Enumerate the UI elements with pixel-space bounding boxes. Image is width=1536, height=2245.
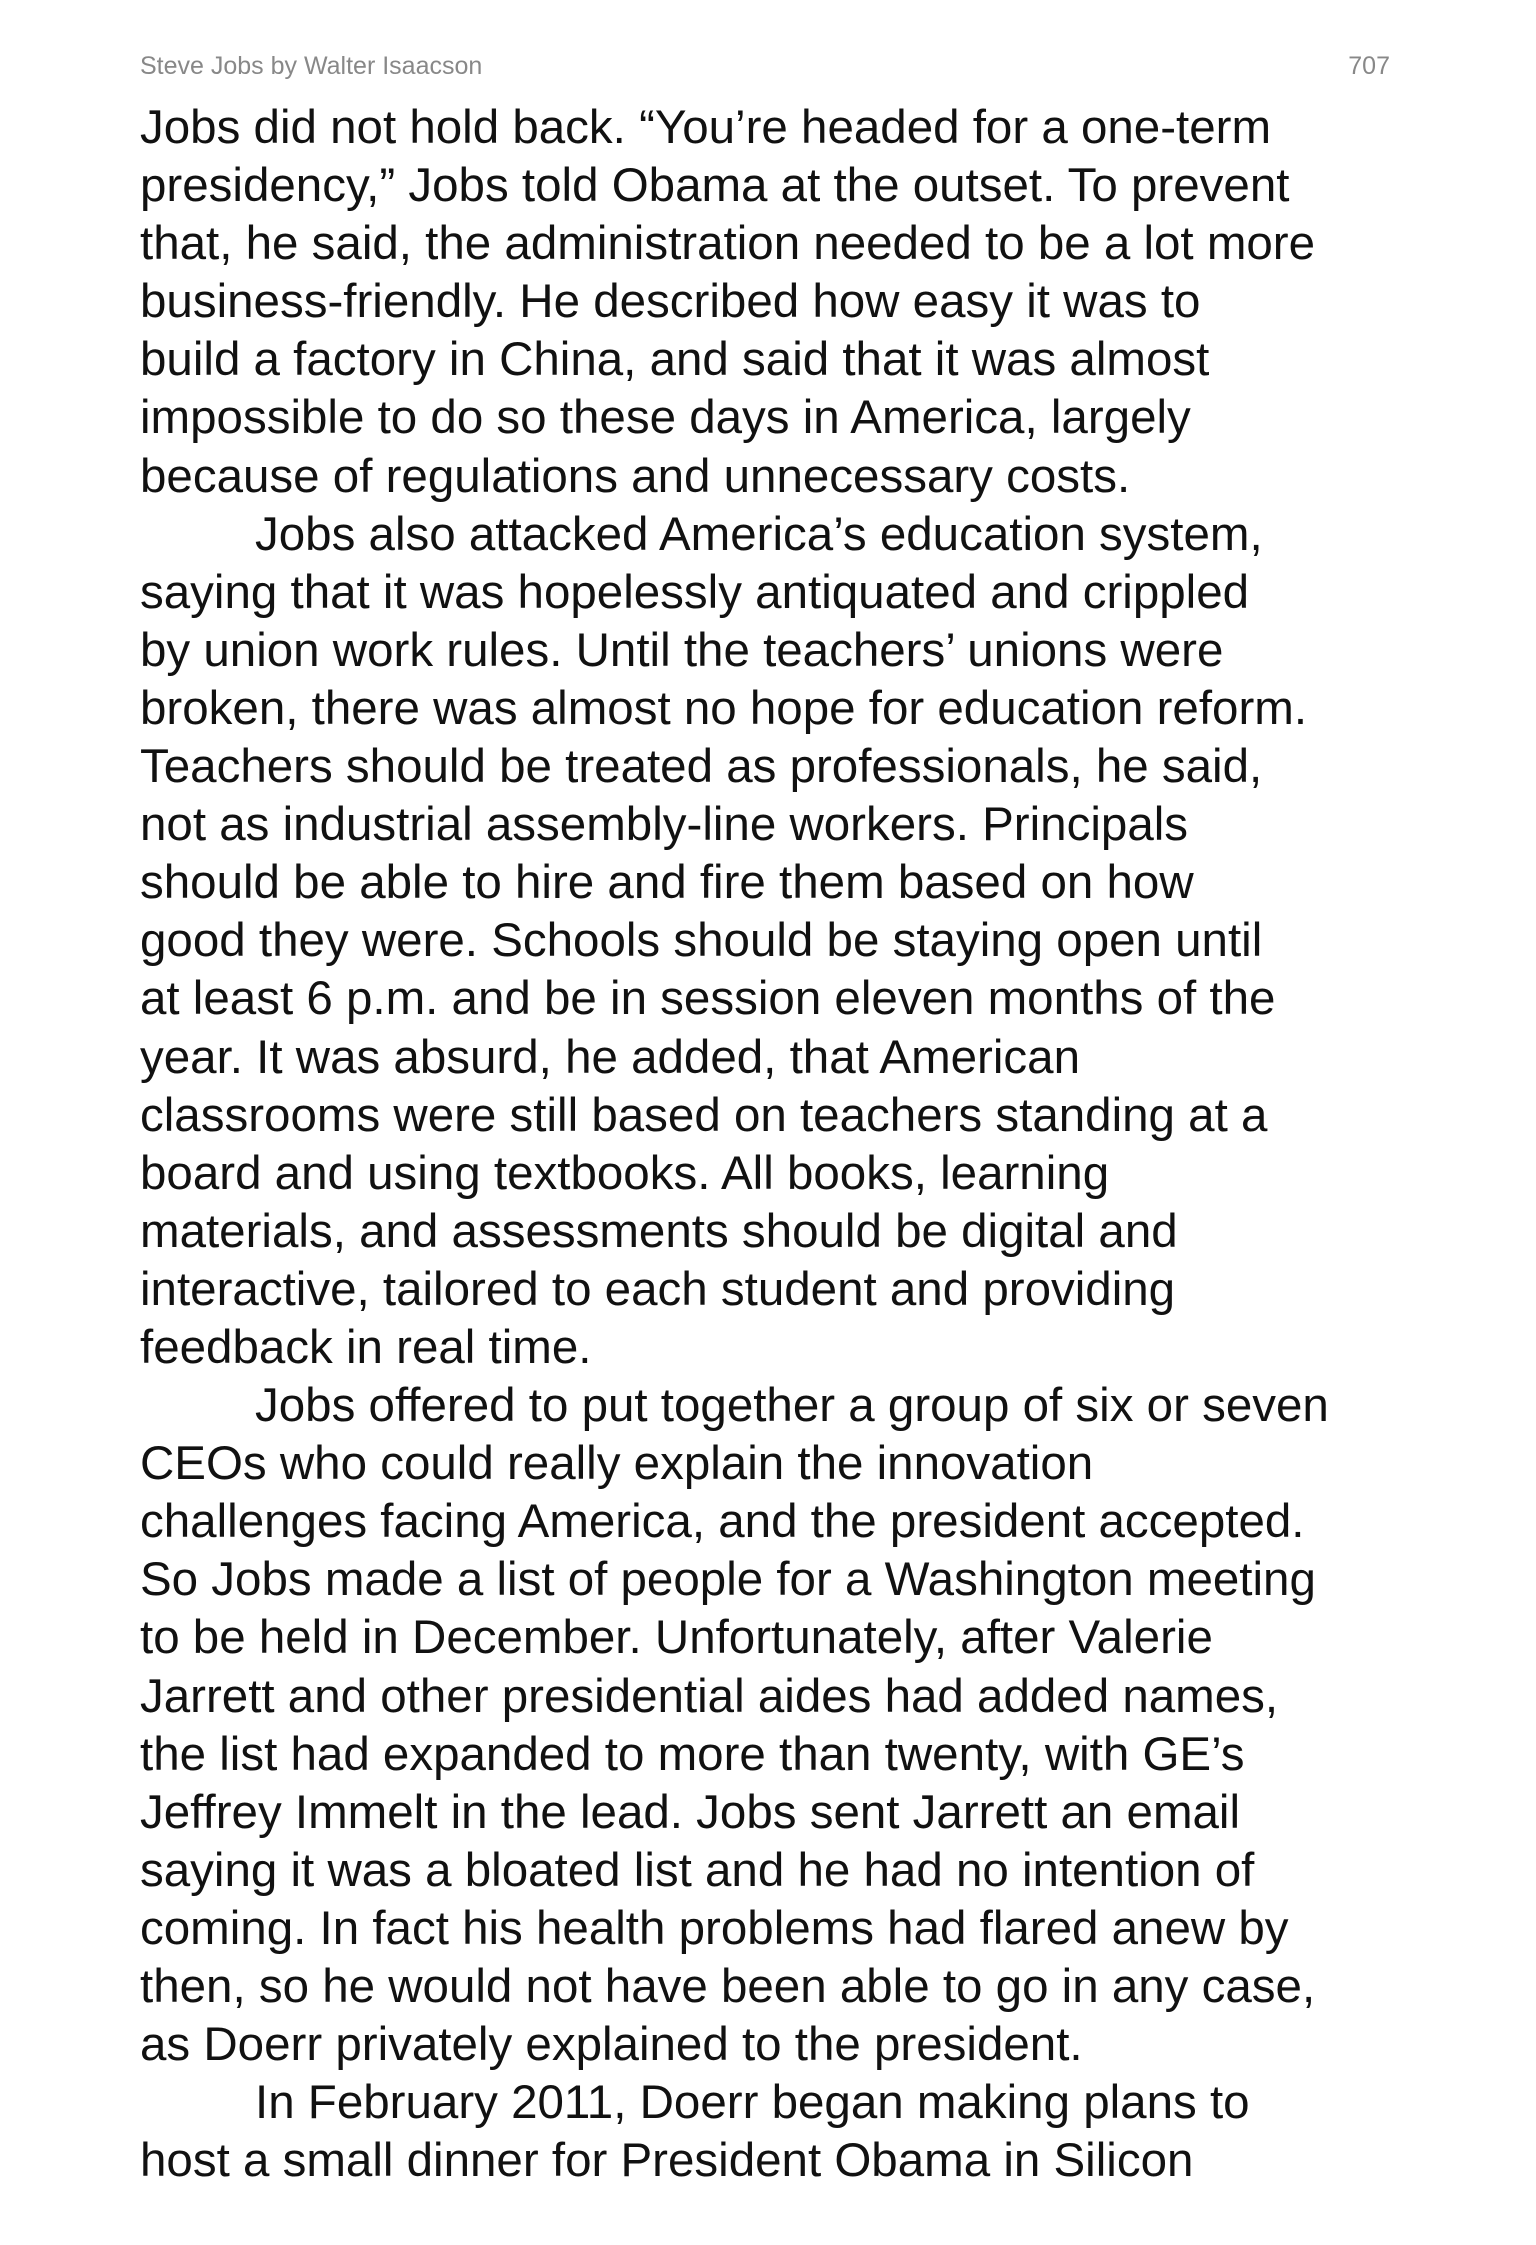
text-line: year. It was absurd, he added, that American	[140, 1030, 1081, 1084]
text-line: host a small dinner for President Obama in Silicon	[140, 2134, 1194, 2188]
paragraph-start-line: Jobs also attacked America’s education system,	[255, 507, 1263, 561]
text-line: Jeffrey Immelt in the lead. Jobs sent Jarrett an email	[140, 1785, 1241, 1839]
text-line: the list had expanded to more than twenty, with GE’s	[140, 1727, 1245, 1781]
text-line: then, so he would not have been able to go in any case,	[140, 1960, 1316, 2013]
text-line: Jarrett and other presidential aides had added names,	[140, 1669, 1279, 1723]
text-line: So Jobs made a list of people for a Washington meeting	[140, 1553, 1316, 1607]
text-line: as Doerr privately explained to the president.	[140, 2018, 1083, 2072]
text-line: board and using textbooks. All books, learning	[140, 1146, 1110, 1200]
text-line: saying that it was hopelessly antiquated and crippled	[140, 565, 1250, 619]
text-line: because of regulations and unnecessary costs.	[140, 449, 1131, 503]
paragraph-start-line: Jobs offered to put together a group of six or seven	[255, 1379, 1329, 1433]
running-header	[140, 50, 1390, 82]
text-line: to be held in December. Unfortunately, after Valerie	[140, 1611, 1213, 1665]
text-line: build a factory in China, and said that it was almost	[140, 333, 1210, 387]
book-title: Steve Jobs by Walter Isaacson	[140, 52, 483, 80]
text-line: not as industrial assembly-line workers. Principals	[140, 798, 1189, 852]
text-line: materials, and assessments should be digital and	[140, 1204, 1178, 1258]
text-line: impossible to do so these days in America, largely	[140, 391, 1191, 445]
text-line: interactive, tailored to each student and providing	[140, 1262, 1176, 1316]
text-line: good they were. Schools should be staying open until	[140, 914, 1263, 968]
text-line: classrooms were still based on teachers standing at a	[140, 1088, 1268, 1142]
paragraph-start-line: In February 2011, Doerr began making plans to	[255, 2076, 1250, 2130]
text-line: Jobs did not hold back. “You’re headed for a one-term	[140, 101, 1272, 154]
text-line: saying it was a bloated list and he had no intention of	[140, 1843, 1255, 1897]
text-line: challenges facing America, and the president accepted.	[140, 1495, 1305, 1549]
text-line: Teachers should be treated as professionals, he said,	[140, 740, 1263, 794]
text-line: should be able to hire and fire them based on how	[140, 856, 1194, 910]
text-line: coming. In fact his health problems had flared anew by	[140, 1901, 1289, 1955]
body-text	[140, 99, 1410, 2190]
text-line: feedback in real time.	[140, 1320, 592, 1374]
text-line: business-friendly. He described how easy it was to	[140, 275, 1201, 329]
text-line: presidency,” Jobs told Obama at the outset. To prevent	[140, 159, 1290, 213]
text-line: CEOs who could really explain the innovation	[140, 1437, 1094, 1491]
text-line: at least 6 p.m. and be in session eleven months of the	[140, 972, 1276, 1026]
text-line: that, he said, the administration needed to be a lot more	[140, 217, 1316, 271]
text-line: by union work rules. Until the teachers’ unions were	[140, 623, 1224, 677]
page-number: 707	[1348, 52, 1390, 80]
text-line: broken, there was almost no hope for education reform.	[140, 681, 1308, 735]
